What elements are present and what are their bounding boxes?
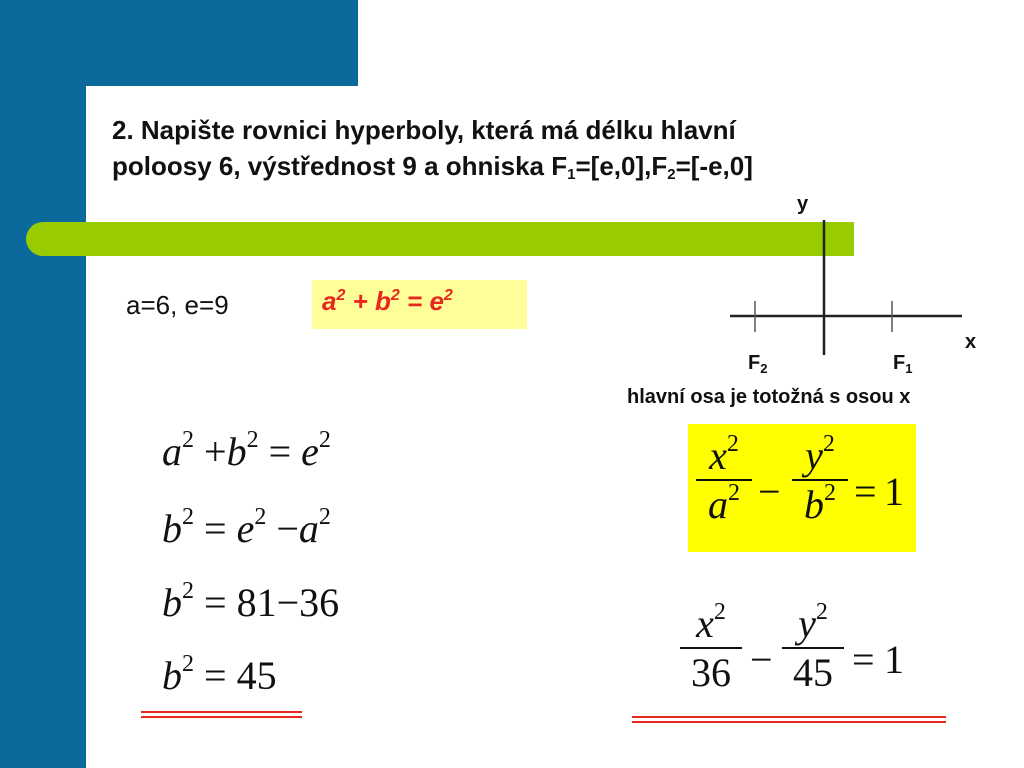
relation-formula: $a^2 + b^2 = e^2$ — [322, 286, 453, 316]
derivation-line-2: $b^2 = e^2 -a^2$ — [162, 504, 331, 551]
side-blue-band — [0, 0, 86, 768]
underline-left-1 — [141, 711, 302, 713]
axis-note: hlavní osa je totožná s osou x — [627, 386, 911, 408]
underline-right-1 — [632, 716, 946, 718]
title-line-1: 2. Napište rovnici hyperboly, která má délku hlavní — [112, 115, 736, 145]
derivation-line-3: $b^2 = 81-36$ — [162, 578, 340, 625]
x-axis-label: x — [965, 331, 977, 353]
y-axis-label: y — [797, 193, 809, 215]
derivation-line-4: $b^2 = 45$ — [162, 651, 277, 698]
underline-left-2 — [141, 716, 302, 718]
problem-statement — [112, 112, 992, 184]
focus-f2-label: $F_2$ — [748, 352, 768, 376]
focus-f1-label: $F_1$ — [893, 352, 913, 376]
title-line-2: poloosy 6, výstřednost 9 a ohniska $F_1=[e,0],F_2=[-e,0]$ — [112, 151, 753, 183]
underline-right-2 — [632, 721, 946, 723]
top-blue-band — [0, 0, 358, 86]
derivation-line-1: $a^2 +b^2 = e^2$ — [162, 427, 331, 474]
general-hyperbola-equation: $x^2$ $a^2$ − $y^2$ $b^2$ = 1 — [688, 428, 916, 556]
given-values: a=6, e=9 — [126, 290, 229, 320]
result-hyperbola-equation: $x^2$ 36 − $y^2$ 45 = 1 — [680, 600, 920, 710]
